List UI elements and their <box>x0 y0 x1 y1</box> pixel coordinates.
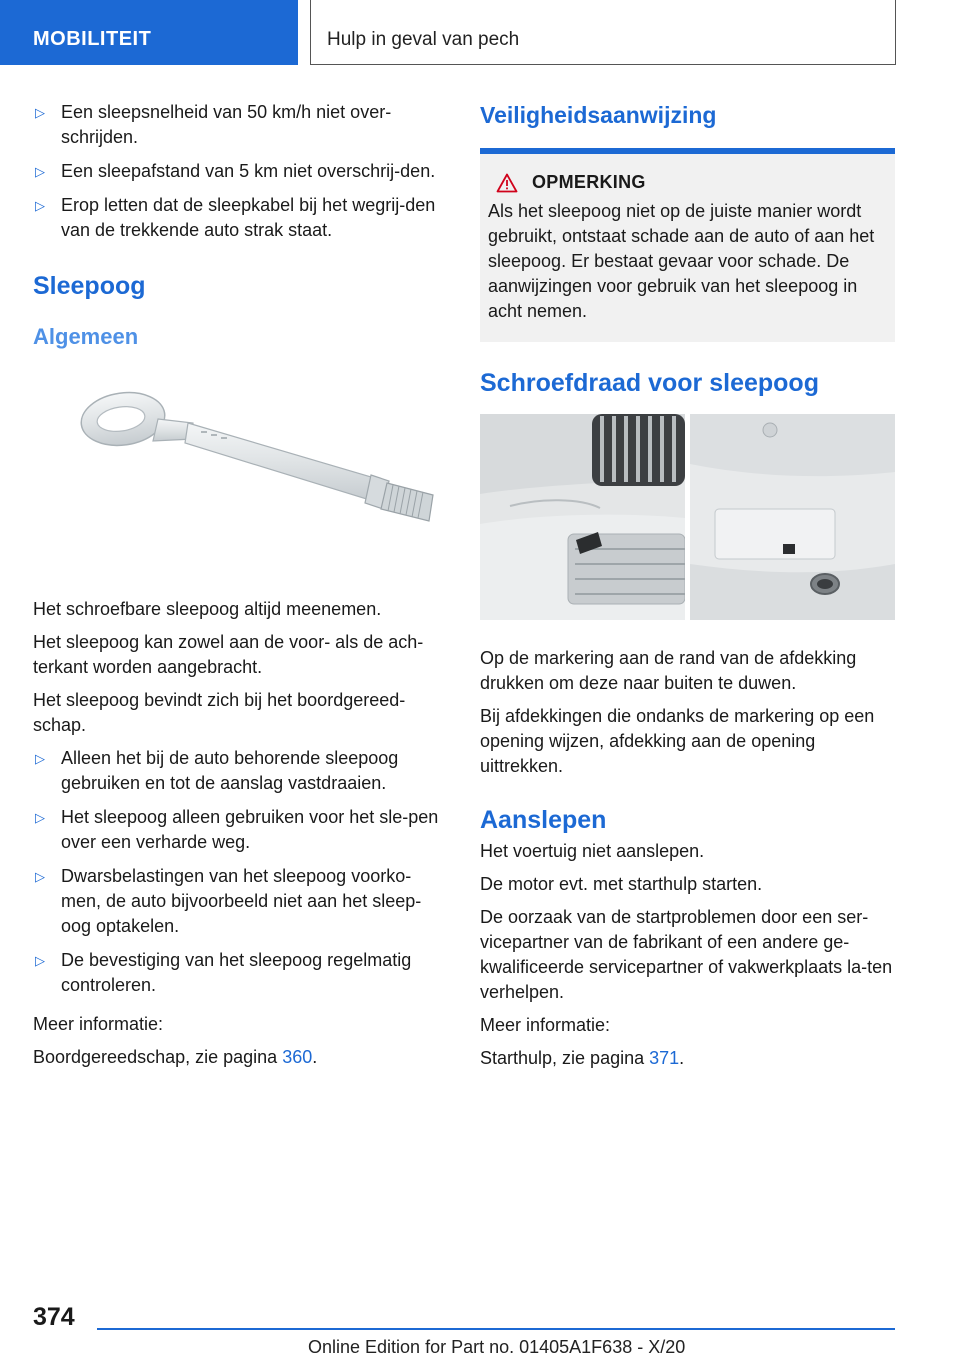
cross-reference: Boordgereedschap, zie pagina 360. <box>33 1047 318 1067</box>
section-title: MOBILITEIT <box>33 28 152 50</box>
heading-sleepoog: Sleepoog <box>33 272 146 300</box>
heading-aanslepen: Aanslepen <box>480 806 607 834</box>
list-item: ▷ Een sleepafstand van 5 km niet overschrij-den. <box>33 159 448 184</box>
heading-safety: Veiligheidsaanwijzing <box>480 102 717 128</box>
usage-list <box>33 746 448 998</box>
section-tab <box>0 0 298 65</box>
triangle-bullet-icon: ▷ <box>35 164 45 179</box>
more-info-label: Meer informatie: <box>33 1014 164 1034</box>
warning-note <box>480 148 895 342</box>
triangle-bullet-icon: ▷ <box>35 869 45 884</box>
towing-limits-list <box>33 100 448 243</box>
edition-text: Online Edition for Part no. 01405A1F638 - X/20 <box>308 1337 686 1357</box>
paragraph: De oorzaak van de startproblemen door een ser-vicepartner van de fabrikant of een andere ge-kwalificeerde servicepartner of vakwerkplaats la-ten verhelpen. <box>480 907 893 1002</box>
triangle-bullet-icon: ▷ <box>35 953 45 968</box>
page-link-360[interactable]: 360 <box>282 1047 313 1067</box>
list-item: ▷ De bevestiging van het sleepoog regelmatig controleren. <box>35 950 412 995</box>
paragraph: Het sleepoog kan zowel aan de voor- als de ach-terkant worden aangebracht. <box>33 632 424 677</box>
warning-triangle-icon <box>496 173 518 193</box>
triangle-bullet-icon: ▷ <box>35 751 45 766</box>
paragraph: Op de markering aan de rand van de afdekking drukken om deze naar buiten te duwen. <box>480 648 857 693</box>
note-text: Als het sleepoog niet op de juiste manier wordt gebruikt, ontstaat schade aan de auto of aan het sleepoog. Er bestaat gevaar voor schade. De aanwijzingen voor gebruik van het sleepoog in acht nemen. <box>488 201 875 321</box>
tow-eye-image <box>33 371 448 581</box>
page-link-371[interactable]: 371 <box>649 1048 680 1068</box>
more-info-label: Meer informatie: <box>480 1015 611 1035</box>
right-column <box>480 100 895 1079</box>
list-item: ▷ Erop letten dat de sleepkabel bij het wegrij-den van de trekkende auto strak staat. <box>35 195 436 240</box>
paragraph: Het schroefbare sleepoog altijd meenemen. <box>33 599 382 619</box>
triangle-bullet-icon: ▷ <box>35 198 45 213</box>
paragraph: De motor evt. met starthulp starten. <box>480 874 763 894</box>
chapter-tab <box>310 0 896 65</box>
list-item: ▷ Het sleepoog alleen gebruiken voor het sle-pen over een verharde weg. <box>35 807 439 852</box>
paragraph: Het voertuig niet aanslepen. <box>480 841 705 861</box>
paragraph: Bij afdekkingen die ondanks de markering op een opening wijzen, afdekking aan de opening uittrekken. <box>480 706 875 776</box>
footer-divider <box>97 1328 895 1330</box>
left-column <box>33 100 448 1078</box>
list-item: ▷ Een sleepsnelheid van 50 km/h niet over-schrijden. <box>35 102 392 147</box>
triangle-bullet-icon: ▷ <box>35 810 45 825</box>
paragraph: Het sleepoog bevindt zich bij het boordgereed-schap. <box>33 690 406 735</box>
bumper-image <box>480 414 895 620</box>
triangle-bullet-icon: ▷ <box>35 105 45 120</box>
thread-cover-photos <box>480 414 895 620</box>
tow-eye-illustration <box>33 371 448 581</box>
list-item: ▷ Dwarsbelastingen van het sleepoog voorko-men, de auto bijvoorbeeld niet aan het sleep-oog optakelen. <box>35 866 422 936</box>
subheading-algemeen: Algemeen <box>33 324 139 349</box>
note-header <box>496 172 887 193</box>
list-item: ▷ Alleen het bij de auto behorende sleepoog gebruiken en tot de aanslag vastdraaien. <box>35 748 399 793</box>
heading-thread: Schroefdraad voor sleepoog <box>480 369 819 397</box>
cross-reference: Starthulp, zie pagina 371. <box>480 1048 685 1068</box>
note-title: OPMERKING <box>532 172 646 192</box>
page-number: 374 <box>33 1303 75 1331</box>
chapter-title: Hulp in geval van pech <box>327 29 520 50</box>
